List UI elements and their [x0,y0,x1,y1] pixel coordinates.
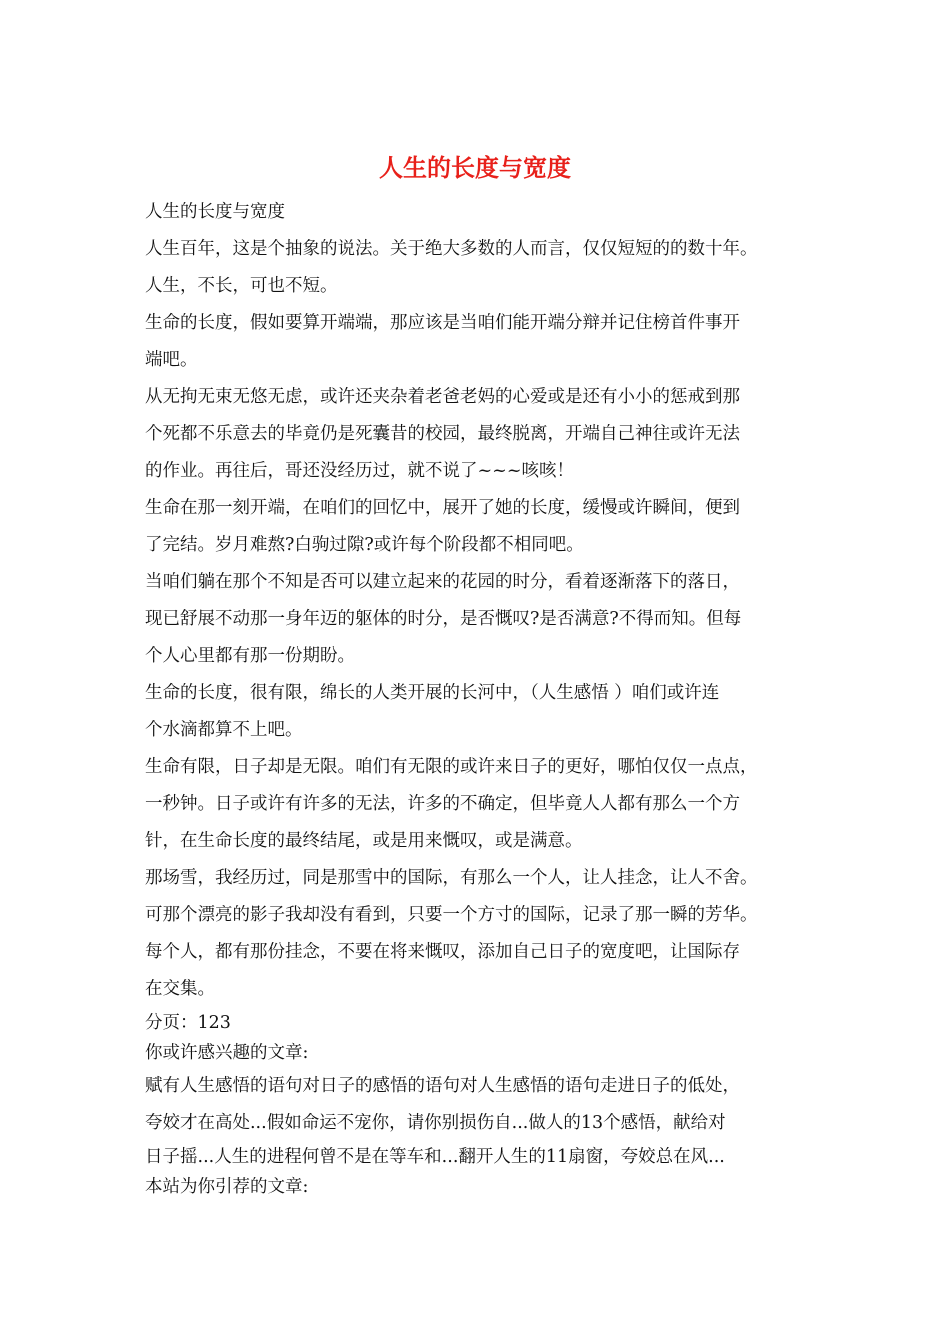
text-line: 生命有限，日子却是无限。咱们有无限的或许来日子的更好，哪怕仅仅一点点， [145,757,758,777]
text-line: 针，在生命长度的最终结尾，或是用来慨叹，或是满意。 [145,831,583,851]
text-line: 个人心里都有那一份期盼。 [145,646,355,666]
text-line: 生命在那一刻开端，在咱们的回忆中，展开了她的长度，缓慢或许瞬间，便到 [145,498,740,518]
related-articles-heading: 你或许感兴趣的文章: [145,1043,309,1063]
recommended-articles-heading: 本站为你引荐的文章: [145,1177,309,1197]
text-line: 人生，不长，可也不短。 [145,276,338,296]
text-line: 的作业。再往后，哥还没经历过，就不说了~~~咳咳！ [145,461,574,481]
text-line: 生命的长度，假如要算开端端，那应该是当咱们能开端分辩并记住榜首件事开 [145,313,740,333]
text-line: 个水滴都算不上吧。 [145,720,303,740]
page-title: 人生的长度与宽度 [379,153,571,182]
text-line: 在交集。 [145,979,215,999]
text-line: 一秒钟。日子或许有许多的无法，许多的不确定，但毕竟人人都有那么一个方 [145,794,740,814]
related-articles-line: 夸姣才在高处...假如命运不宠你，请你别损伤自...做人的13个感悟，献给对 [145,1113,726,1133]
text-line: 人生百年，这是个抽象的说法。关于绝大多数的人而言，仅仅短短的的数十年。 [145,239,758,259]
text-line: 每个人，都有那份挂念，不要在将来慨叹，添加自己日子的宽度吧，让国际存 [145,942,740,962]
text-line: 可那个漂亮的影子我却没有看到，只要一个方寸的国际，记录了那一瞬的芳华。 [145,905,758,925]
text-line: 了完结。岁月难熬?白驹过隙?或许每个阶段都不相同吧。 [145,535,584,555]
article-body [145,194,813,1202]
pagination-line: 分页：123 [145,1013,231,1033]
text-line: 当咱们躺在那个不知是否可以建立起来的花园的时分，看着逐渐落下的落日， [145,572,740,592]
text-line: 人生的长度与宽度 [145,202,285,222]
text-line: 那场雪，我经历过，同是那雪中的国际，有那么一个人，让人挂念，让人不舍。 [145,868,758,888]
text-line: 个死都不乐意去的毕竟仍是死囊昔的校园，最终脱离，开端自己神往或许无法 [145,424,740,444]
text-line: 现已舒展不动那一身年迈的躯体的时分，是否慨叹?是否满意?不得而知。但每 [145,609,742,629]
related-articles-line: 赋有人生感悟的语句对日子的感悟的语句对人生感悟的语句走进日子的低处， [145,1076,740,1096]
text-line: 端吧。 [145,350,198,370]
related-articles-line: 日子摇...人生的进程何曾不是在等车和...翻开人生的11扇窗，夸姣总在风... [145,1147,725,1167]
text-line: 从无拘无束无悠无虑，或许还夹杂着老爸老妈的心爱或是还有小小的惩戒到那 [145,387,740,407]
text-line: 生命的长度，很有限，绵长的人类开展的长河中，（人生感悟 ）咱们或许连 [145,683,720,703]
